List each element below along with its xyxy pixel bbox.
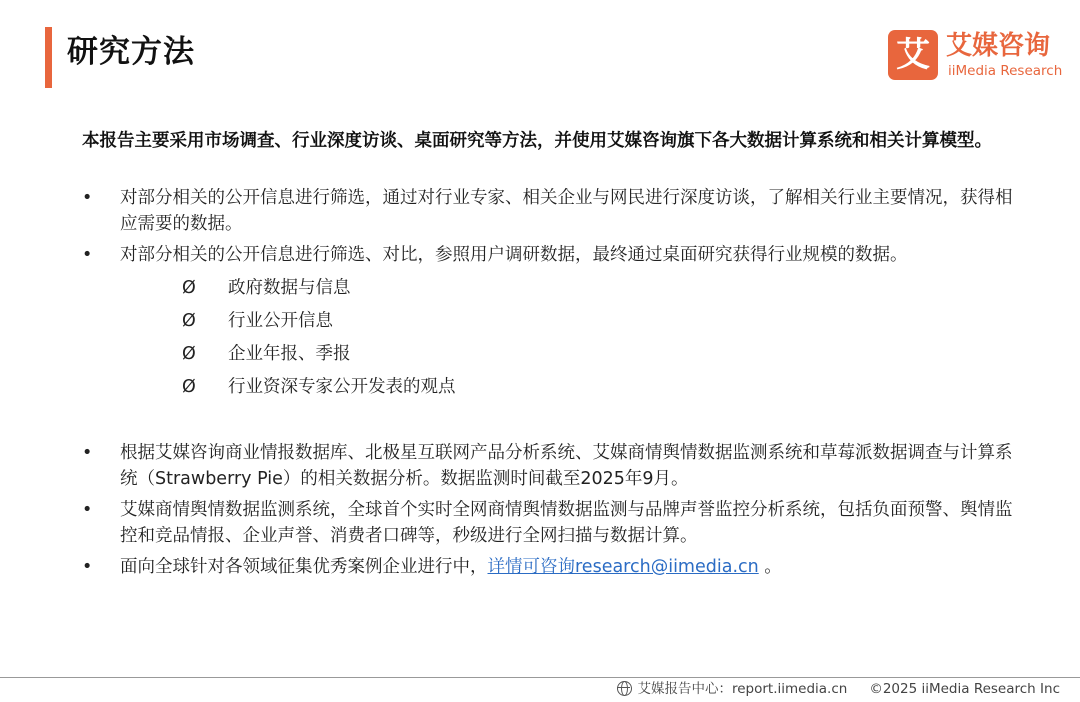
- bullet-marker: •: [82, 245, 93, 265]
- sub-marker: Ø: [182, 278, 196, 298]
- bullet-text: 艾媒商情舆情数据监测系统，全球首个实时全网商情舆情数据监测与品牌声誉监控分析系统，包括负面预警、舆情监控和竞品情报、企业声誉、消费者口碑等，秒级进行全网扫描与数据计算。: [120, 500, 1013, 546]
- bullet-marker: •: [82, 188, 93, 208]
- footer: [617, 679, 1060, 699]
- contact-text: [120, 554, 1025, 580]
- footer-divider: [0, 677, 1080, 678]
- bullet-text: 对部分相关的公开信息进行筛选、对比，参照用户调研数据，最终通过桌面研究获得行业规模的数据。: [120, 245, 908, 265]
- sub-marker: Ø: [182, 377, 196, 397]
- logo-name-cn: 艾媒咨询: [946, 31, 1051, 61]
- bullet-marker: •: [82, 500, 93, 520]
- contact-prefix: 面向全球针对各领域征集优秀案例企业进行中，: [120, 557, 488, 577]
- contact-suffix: 。: [758, 557, 782, 577]
- footer-copyright: ©2025 iiMedia Research Inc: [869, 681, 1060, 697]
- intro-paragraph: 本报告主要采用市场调查、行业深度访谈、桌面研究等方法，并使用艾媒咨询旗下各大数据计算系统和相关计算模型。: [82, 131, 992, 151]
- page-title: 研究方法: [67, 34, 195, 70]
- title-accent-bar: [45, 27, 52, 88]
- logo-mark: 艾: [888, 30, 938, 80]
- bullet-text: 根据艾媒咨询商业情报数据库、北极星互联网产品分析系统、艾媒商情舆情数据监测系统和草莓派数据调查与计算系统（Strawberry Pie）的相关数据分析。数据监测时间截至2025年9月。: [120, 443, 1013, 489]
- sub-marker: Ø: [182, 311, 196, 331]
- bullet-marker: •: [82, 443, 93, 463]
- bullet-marker: •: [82, 557, 93, 577]
- sub-text: 行业资深专家公开发表的观点: [228, 377, 456, 397]
- sub-text: 政府数据与信息: [228, 278, 351, 298]
- globe-icon: [617, 681, 632, 696]
- bullet-text: 对部分相关的公开信息进行筛选，通过对行业专家、相关企业与网民进行深度访谈，了解相关行业主要情况，获得相应需要的数据。: [120, 188, 1013, 234]
- footer-source: 艾媒报告中心：report.iimedia.cn: [637, 681, 848, 697]
- logo-name-en: iiMedia Research: [948, 63, 1063, 79]
- sub-text: 企业年报、季报: [228, 344, 351, 364]
- sub-text: 行业公开信息: [228, 311, 333, 331]
- sub-marker: Ø: [182, 344, 196, 364]
- contact-email-link[interactable]: 详情可咨询research@iimedia.cn: [487, 557, 759, 577]
